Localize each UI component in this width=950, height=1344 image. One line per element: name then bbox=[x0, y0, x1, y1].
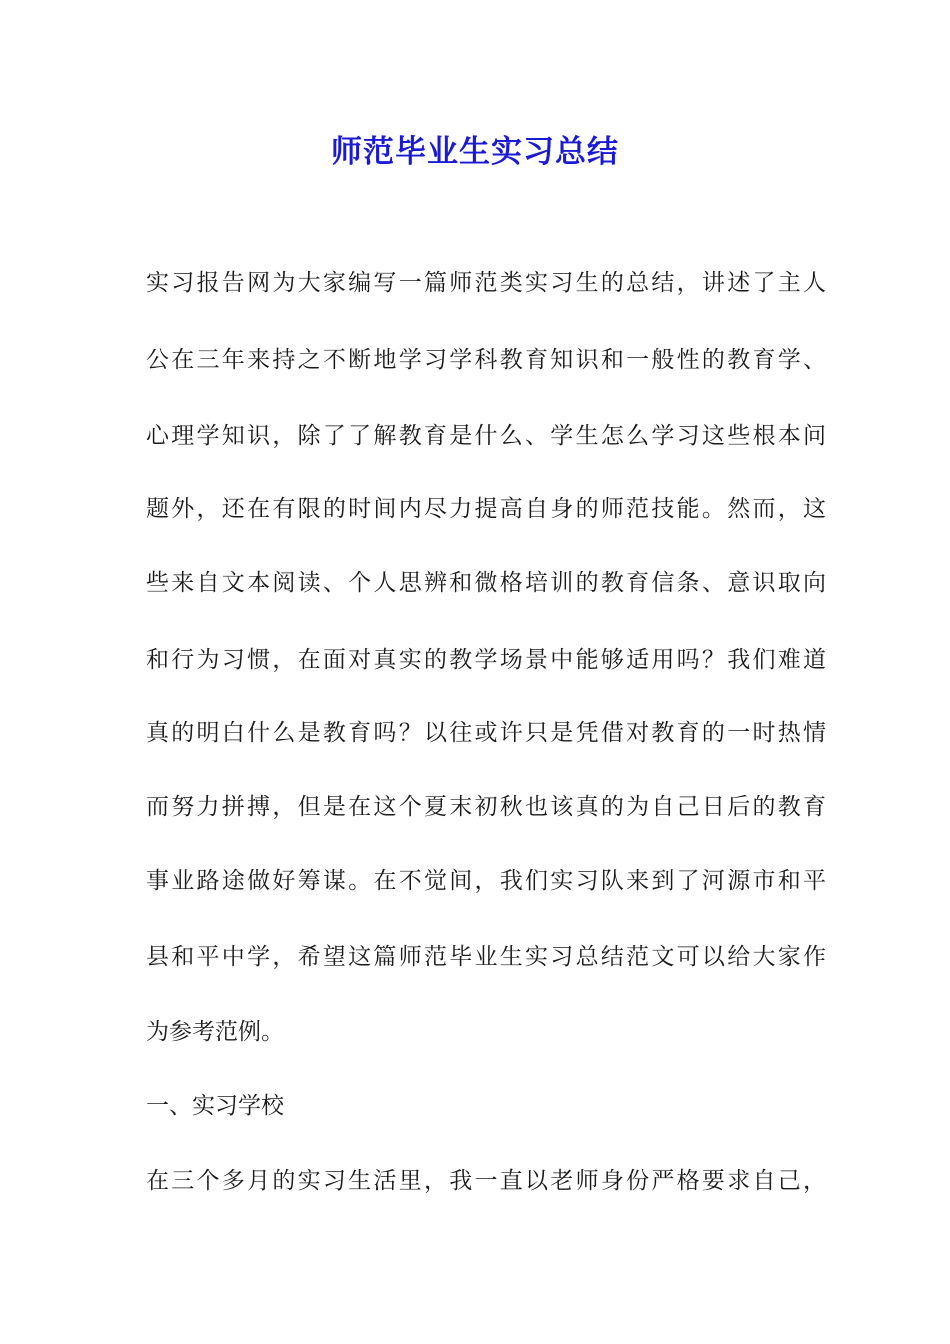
intro-line-6: 和行为习惯，在面对真实的教学场景中能够适用吗？我们难道 bbox=[146, 647, 826, 673]
intro-line-4: 题外，还在有限的时间内尽力提高自身的师范技能。然而，这 bbox=[146, 496, 826, 522]
section-line-1: 在三个多月的实习生活里，我一直以老师身份严格要求自己， bbox=[146, 1168, 826, 1194]
intro-line-1: 实习报告网为大家编写一篇师范类实习生的总结，讲述了主人 bbox=[146, 270, 826, 296]
intro-line-10: 县和平中学，希望这篇师范毕业生实习总结范文可以给大家作 bbox=[146, 944, 826, 970]
intro-line-5: 些来自文本阅读、个人思辨和微格培训的教育信条、意识取向 bbox=[146, 570, 826, 596]
document-title: 师范毕业生实习总结 bbox=[331, 134, 619, 170]
section-heading: 一、实习学校 bbox=[146, 1093, 284, 1119]
intro-line-7: 真的明白什么是教育吗？以往或许只是凭借对教育的一时热情 bbox=[146, 720, 826, 746]
intro-line-3: 心理学知识，除了了解教育是什么、学生怎么学习这些根本问 bbox=[146, 423, 826, 449]
intro-line-8: 而努力拼搏，但是在这个夏末初秋也该真的为自己日后的教育 bbox=[146, 794, 826, 820]
intro-line-9: 事业路途做好筹谋。在不觉间，我们实习队来到了河源市和平 bbox=[146, 868, 826, 894]
intro-line-2: 公在三年来持之不断地学习学科教育知识和一般性的教育学、 bbox=[146, 347, 826, 373]
intro-line-11: 为参考范例。 bbox=[146, 1019, 284, 1045]
